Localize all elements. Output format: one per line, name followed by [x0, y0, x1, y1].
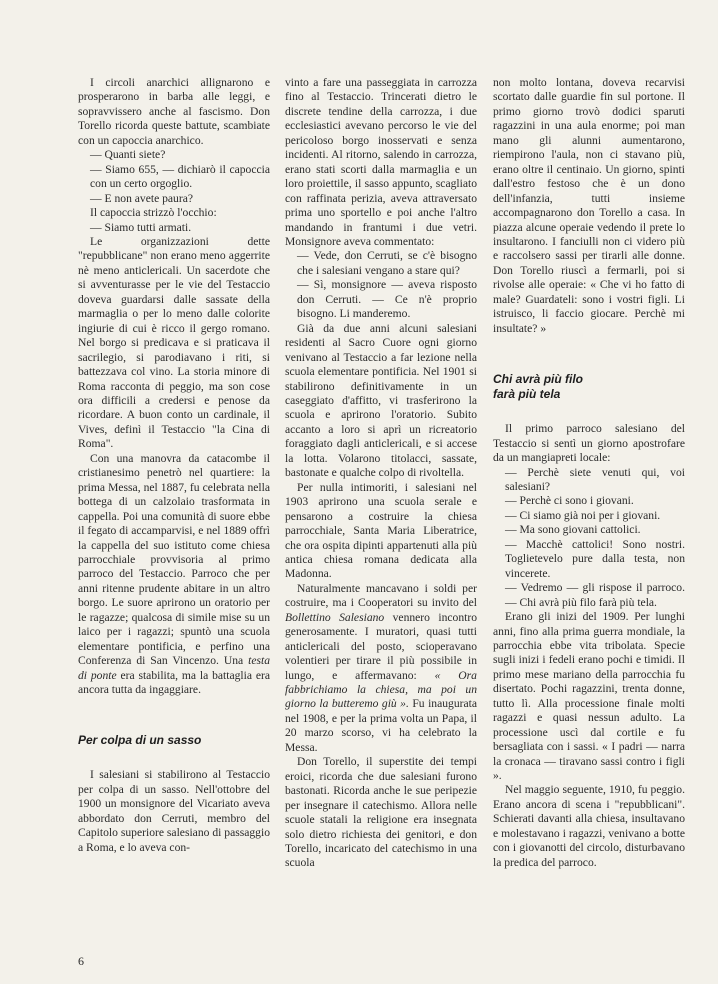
italic-phrase: testa di ponte	[78, 654, 270, 682]
paragraph: Don Torello, il superstite dei tempi eroici, ricorda che due salesiani furono bastonati. Ricorda anche le sue peripezie per insegnare il catechismo. Allora nelle scuole statali la religione era insegnata solo dietro richiesta dei genitori, e don Torello, incaricato del catechismo in una scuola	[285, 755, 477, 870]
text-column-2	[285, 76, 477, 871]
text-column-3	[493, 76, 685, 870]
heading-line: Chi avrà più filo	[493, 372, 584, 387]
paragraph: Già da due anni alcuni salesiani residenti al Sacro Cuore ogni giorno venivano al Testaccio a far lezione nella scuola elementare pontificia. Nel 1901 si stabilirono definitivamente in un caseggiato d'affitto, vi trasferirono la scuola e aprirono l'oratorio. Subito accanto a loro si aprì un ricreatorio foraggiato dagli anticlericali, e si accese la lotta. Volarono titolacci, sassate, bastonate e qualche colpo di rivoltella.	[285, 321, 477, 480]
italic-phrase: Bollettino Salesiano	[285, 610, 385, 624]
dialogue-line: — Siamo 655, — dichiarò il capoccia con un certo orgoglio.	[90, 162, 270, 191]
section-heading	[493, 372, 685, 402]
paragraph-text: Naturalmente mancavano i soldi per costruire, ma i Cooperatori su invito del	[285, 581, 477, 610]
paragraph: vinto a fare una passeggiata in carrozza fino al Testaccio. Trincerati dietro le discrete tendine della carrozza, i due ecclesiastici avevano percorso le vie del pericoloso borgo inosservati e senza incidenti. Al ritorno, salendo in carrozza, erano stati scorti dalla marmaglia e un loro proiettile, il sasso appunto, scagliato con raffinata perizia, aveva attraversato prima uno sportello e poi anche l'altro mandando in frantumi i due vetri. Monsignore aveva commentato:	[285, 76, 477, 248]
section-heading: Per colpa di un sasso	[78, 733, 202, 748]
dialogue-line: — Vede, don Cerruti, se c'è bisogno che i salesiani vengano a stare qui?	[297, 249, 477, 277]
paragraph	[285, 582, 477, 755]
paragraph-text: vennero incontro generosamente. I muratori, quasi tutti anticlericali del posto, scioperavano volentieri per tirare il più possibile in lungo, e affermavano:	[285, 610, 477, 682]
paragraph-text: Con una manovra da catacombe il cristianesimo penetrò nel quartiere: la prima Messa, nel 1887, fu celebrata nella bottega di un calzolaio trasformata in cappella. Poi una comunità di suore ebbe il fegato di accamparvisi, e nel 1889 offrì la cappella del suo istituto come chiesa parrocchiale provvisoria al primo parroco del Testaccio. Parroco che per anni ritenne prudente abitare in un altro borgo. Le suore aprirono un oratorio per le ragazze; qualcosa di simile mise su un laico per i ragazzi; spuntò una scuola elementare pontificia, e perfino una Conferenza di San Vincenzo. Una	[78, 451, 270, 668]
paragraph: Il primo parroco salesiano del Testaccio si sentì un giorno apostrofare da un mangiapreti locale:	[493, 422, 685, 465]
dialogue-line: — Perchè ci sono i giovani.	[505, 494, 634, 508]
paragraph: Nel maggio seguente, 1910, fu peggio. Erano ancora di scena i "repubblicani". Schierati davanti alla chiesa, insultavano e molestavano i ragazzi, venivano a botte con i giovanotti del circolo, disturbavano la predica del parroco.	[493, 783, 685, 869]
italic-quote: « Ora fabbrichiamo la chiesa, ma poi un giorno la butteremo giù ».	[285, 668, 477, 711]
paragraph	[78, 452, 270, 698]
paragraph: Le organizzazioni dette "repubblicane" non erano meno aggerrite nè meno anticlericali. Un sacerdote che si avventurasse per le vie del Testaccio doveva guardarsi dalle sassate della marmaglia o per lo meno dalle colorite ingiurie di cui è ricco il gergo romano. Nel borgo si predicava e si praticava il sacrilegio, si parodiavano i riti, si battezzava col vino. La storia minore di Roma racconta di peggio, ma son cose ora difficili a credersi e penose da ricordare. A buon conto un cardinale, il Vives, definì il Testaccio "la Cina di Roma".	[78, 234, 270, 451]
text-column-1	[78, 76, 270, 855]
dialogue-line: — Siamo tutti armati.	[90, 220, 192, 234]
paragraph-text: Fu inaugurata nel 1908, e per la prima volta un Papa, il 20 marzo scorso, vi ha celebrato la Messa.	[285, 697, 477, 754]
paragraph: non molto lontana, doveva recarvisi scortato dalle guardie fin sul portone. Il primo giorno trovò dodici sparuti ragazzini in una aula enorme; poi man mano gli alunni aumentarono, riempirono l'aula, non ci stavano più, erano oltre il centinaio. Un giorno, spinti dall'estro festoso che è un dono dell'infanzia, tutti insieme accompagnarono don Torello a casa. In piazza alcune operaie vedendo il prete lo insultarono. I fanciulli non ci videro più e raccolsero sassi per tirarli alle donne. Don Torello riuscì a fermarli, poi si rivolse alle operaie: « Che vi ho fatto di male? Guardateli: sono i vostri figli. Li istruisco, li faccio giocare. Perchè mi insultate? »	[493, 76, 685, 335]
dialogue-line: — Vedremo — gli rispose il parroco. — Chi avrà più filo farà più tela.	[505, 581, 685, 609]
paragraph: Per nulla intimoriti, i salesiani nel 1903 aprirono una scuola serale e pensarono a costruire la chiesa parrocchiale, Santa Maria Liberatrice, che ora ospita dipinti appartenuti alla più antica chiesa romana dedicata alla Madonna.	[285, 480, 477, 581]
paragraph-text: era stabilita, ma la battaglia era ancora tutta da ingaggiare.	[78, 668, 270, 697]
paragraph: Il capoccia strizzò l'occhio:	[90, 206, 217, 220]
dialogue-line: — Quanti siete?	[90, 148, 166, 162]
dialogue-line: — Sì, monsignore — aveva risposto don Cerruti. — Ce n'è proprio bisogno. Li manderemo.	[297, 278, 477, 321]
dialogue-line: — Ma sono giovani cattolici.	[505, 523, 641, 537]
heading-line: farà più tela	[493, 387, 561, 402]
dialogue-line: — Ci siamo già noi per i giovani.	[505, 508, 661, 522]
paragraph: I salesiani si stabilirono al Testaccio per colpa di un sasso. Nell'ottobre del 1900 un monsignore del Vicariato aveva abbordato don Cerruti, membro del Capitolo superiore salesiano di passaggio a Roma, e lo aveva con-	[78, 768, 270, 854]
dialogue-line: — Perchè siete venuti qui, voi salesiani?	[505, 465, 685, 493]
page-number: 6	[78, 954, 84, 968]
paragraph: I circoli anarchici allignarono e prosperarono in barba alle leggi, e sopravvissero anche al fascismo. Don Torello ricorda queste battute, scambiate con un capoccia anarchico.	[78, 76, 270, 147]
paragraph: Erano gli inizi del 1909. Per lunghi anni, fino alla prima guerra mondiale, la parrocchia ebbe vita tribolata. Specie sugli inizi i fedeli erano pochi e timidi. Il primo mese mariano della parrocchia fu disertato. Pochi ragazzini, trenta donne, tutto lì. Alla processione finale molti ragazzi e quasi nessun adulto. La processione uscì dal cortile e fu bersagliata con i sassi. « I padri — narra la cronaca — tiravano sassi contro i figli ».	[493, 610, 685, 783]
dialogue-line: — E non avete paura?	[90, 191, 194, 205]
dialogue-line: — Macchè cattolici! Sono nostri. Toglietevelo pure dalla testa, non vincerete.	[505, 537, 685, 580]
